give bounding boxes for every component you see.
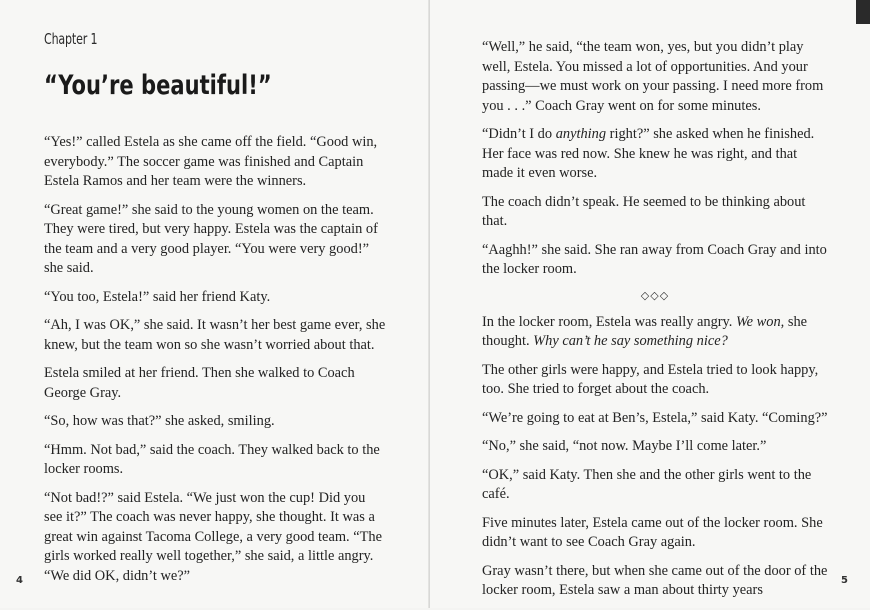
paragraph: “OK,” said Katy. Then she and the other girls went to the café. bbox=[482, 466, 812, 502]
paragraph: “So, how was that?” she asked, smiling. bbox=[44, 413, 275, 429]
paragraph: “Hmm. Not bad,” said the coach. They walked back to the locker rooms. bbox=[44, 441, 380, 477]
paragraph: “Not bad!?” said Estela. “We just won the cup! Did you see it?” The coach was never happy, she thought. It was a great win against Tacoma College, a very good team. “The girls worked really well together,” she said, a little angry. “We did OK, didn’t we?” bbox=[44, 489, 382, 584]
right-body-text bbox=[482, 38, 828, 610]
paragraph: “Yes!” called Estela as she came off the field. “Good win, everybody.” The soccer game was finished and Captain Estela Ramos and her team were the winners. bbox=[44, 134, 378, 189]
page-number-left: 4 bbox=[16, 575, 23, 586]
paragraph: “No,” she said, “not now. Maybe I’ll come later.” bbox=[482, 438, 767, 454]
paragraph: “Didn’t I do anything right?” she asked when he finished. Her face was red now. She knew he was right, and that made it even worse. bbox=[482, 126, 815, 181]
paragraph: The coach didn’t speak. He seemed to be thinking about that. bbox=[482, 193, 806, 229]
paragraph: “Great game!” she said to the young women on the team. They were tired, but very happy. Estela was the captain of the team and a very good player. “You were very good!” she said. bbox=[44, 201, 378, 276]
paragraph: “Ah, I was OK,” she said. It wasn’t her best game ever, she knew, but the team won so she wasn’t worried about that. bbox=[44, 317, 386, 353]
paragraph: Estela smiled at her friend. Then she walked to Coach George Gray. bbox=[44, 365, 355, 401]
paragraph: “You too, Estela!” said her friend Katy. bbox=[44, 288, 271, 305]
paragraph: The other girls were happy, and Estela tried to look happy, too. She tried to forget about the coach. bbox=[482, 361, 819, 397]
chapter-title: “You’re beautiful!” bbox=[44, 70, 272, 101]
right-page bbox=[430, 0, 870, 608]
paragraph: “Well,” he said, “the team won, yes, but you didn’t play well, Estela. You missed a lot of opportunities. And your passing—we must work on your passing. I need more from you . . .” Coach Gray went on for some minutes. bbox=[482, 39, 824, 114]
page-number-right: 5 bbox=[841, 575, 848, 586]
left-page bbox=[0, 0, 430, 608]
paragraph: “We’re going to eat at Ben’s, Estela,” said Katy. “Coming?” bbox=[482, 409, 828, 426]
chapter-label: Chapter 1 bbox=[44, 30, 98, 48]
paragraph: “Aaghh!” she said. She ran away from Coach Gray and into the locker room. bbox=[482, 241, 827, 277]
page-corner-shadow bbox=[856, 0, 870, 24]
paragraph: Five minutes later, Estela came out of the locker room. She didn’t want to see Coach Gray again. bbox=[482, 514, 823, 550]
left-body-text bbox=[44, 133, 386, 595]
paragraph: Gray wasn’t there, but when she came out of the door of the locker room, Estela saw a man about thirty years bbox=[482, 562, 828, 598]
scene-separator: ◇◇◇ bbox=[640, 289, 670, 302]
paragraph: In the locker room, Estela was really angry. We won, she thought. Why can’t he say something nice? bbox=[482, 313, 808, 349]
